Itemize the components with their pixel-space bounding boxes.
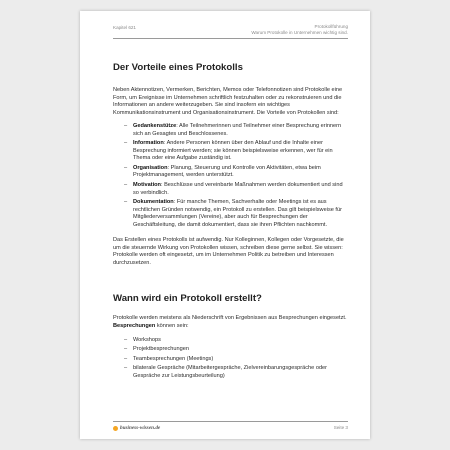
list-item bbox=[133, 182, 349, 197]
footer-logo bbox=[113, 425, 160, 431]
section2-intro-paragraph bbox=[113, 315, 349, 330]
list-item-term: Dokumentation bbox=[133, 199, 174, 206]
list-item-term: Motivation bbox=[133, 182, 161, 189]
page-content bbox=[113, 62, 349, 388]
list-item bbox=[133, 165, 349, 180]
section2-intro-bold: Besprechungen bbox=[113, 323, 156, 330]
header-topic bbox=[251, 24, 348, 36]
list-item: – Projektbesprechungen bbox=[133, 346, 349, 354]
list-item-text: : Alle Teilnehmerinnen und Teilnehmer einer Besprechung erinnern sich an Gesagtes und Beschlossenes. bbox=[133, 123, 342, 137]
page-number: Seite 3 bbox=[333, 425, 348, 430]
list-item-term: Information bbox=[133, 140, 164, 147]
list-item-term: Organisation bbox=[133, 164, 168, 171]
footer-divider bbox=[113, 421, 348, 422]
list-item: – Teambesprechungen (Meetings) bbox=[133, 356, 349, 364]
benefits-list bbox=[113, 123, 349, 229]
logo-dot-icon bbox=[113, 426, 118, 431]
section-outro-paragraph: Das Erstellen eines Protokolls ist aufwendig. Nur Kolleginnen, Kollegen oder Vorgesetzte, die um die steuernde Wirkung von Protokollen wissen, schreiben diese gerne selbst. Sie wissen: Protokolle werden oft eingesetzt, um im Unternehmen Politik zu betreiben und Interessen durchzusetzen. bbox=[113, 237, 344, 266]
list-item: – Workshops bbox=[133, 337, 349, 345]
meeting-types-list bbox=[113, 337, 349, 381]
section-intro-paragraph: Neben Aktennotizen, Vermerken, Berichten, Memos oder Telefonnotizen sind Protokolle eine Form, um Ereignisse im Unternehmen schriftlich festzuhalten oder zu rekonstruieren und die Informationen an andere weiterzugeben. Sie sind insofern ein wichtiges Kommunikationsinstrument und Organisationsinstrument. Die Vorteile von Protokollen sind: bbox=[113, 87, 343, 116]
list-item: – bilaterale Gespräche (Mitarbeitergespräche, Zielvereinbarungsgespräche oder Gespräche zur Leistungsbeurteilung) bbox=[133, 365, 349, 380]
list-item bbox=[133, 140, 349, 163]
section-heading-vorteile: Der Vorteile eines Protokolls bbox=[113, 62, 243, 73]
document-page bbox=[80, 11, 370, 439]
list-item-text: : Für manche Themen, Sachverhalte oder Meetings ist es aus rechtlichen Gründen notwendig, ein Protokoll zu erstellen. Das gilt beispielsweise für Mitgliederversammlungen (Vereine), aber auch für Besprechungen der Geschäftsleitung, die damit dokumentiert, dass sie ihren Pflichten nachkommt. bbox=[133, 199, 342, 228]
header-topic-title: Protokollführung bbox=[314, 24, 348, 29]
section2-intro-suffix: können sein: bbox=[155, 323, 189, 330]
list-item bbox=[133, 123, 349, 138]
list-item-text: : Planung, Steuerung und Kontrolle von Aktivitäten, etwa beim Projektmanagement, werden unterstützt. bbox=[133, 164, 321, 179]
list-item-text: : Beschlüsse und vereinbarte Maßnahmen werden dokumentiert und sind so verbindlich. bbox=[133, 182, 343, 196]
list-item-text: : Andere Personen können über den Ablauf und die Inhalte einer Besprechung informiert werden; sie können beispielsweise erkennen, wer für ein Thema oder eine Aufgabe zuständig ist. bbox=[133, 140, 333, 162]
list-item-term: Gedankenstütze bbox=[133, 123, 177, 130]
header-divider bbox=[113, 38, 348, 39]
section-heading-wann: Wann wird ein Protokoll erstellt? bbox=[113, 293, 262, 305]
list-item bbox=[133, 199, 349, 229]
header-topic-subtitle: Warum Protokolle in Unternehmen wichtig sind. bbox=[251, 30, 348, 35]
section2-intro-text: Protokolle werden meistens als Niederschrift von Ergebnissen aus Besprechungen eingesetzt. bbox=[113, 315, 347, 322]
header-chapter: Kapitel 621 bbox=[113, 25, 136, 30]
footer-logo-text: business-wissen.de bbox=[120, 425, 161, 431]
